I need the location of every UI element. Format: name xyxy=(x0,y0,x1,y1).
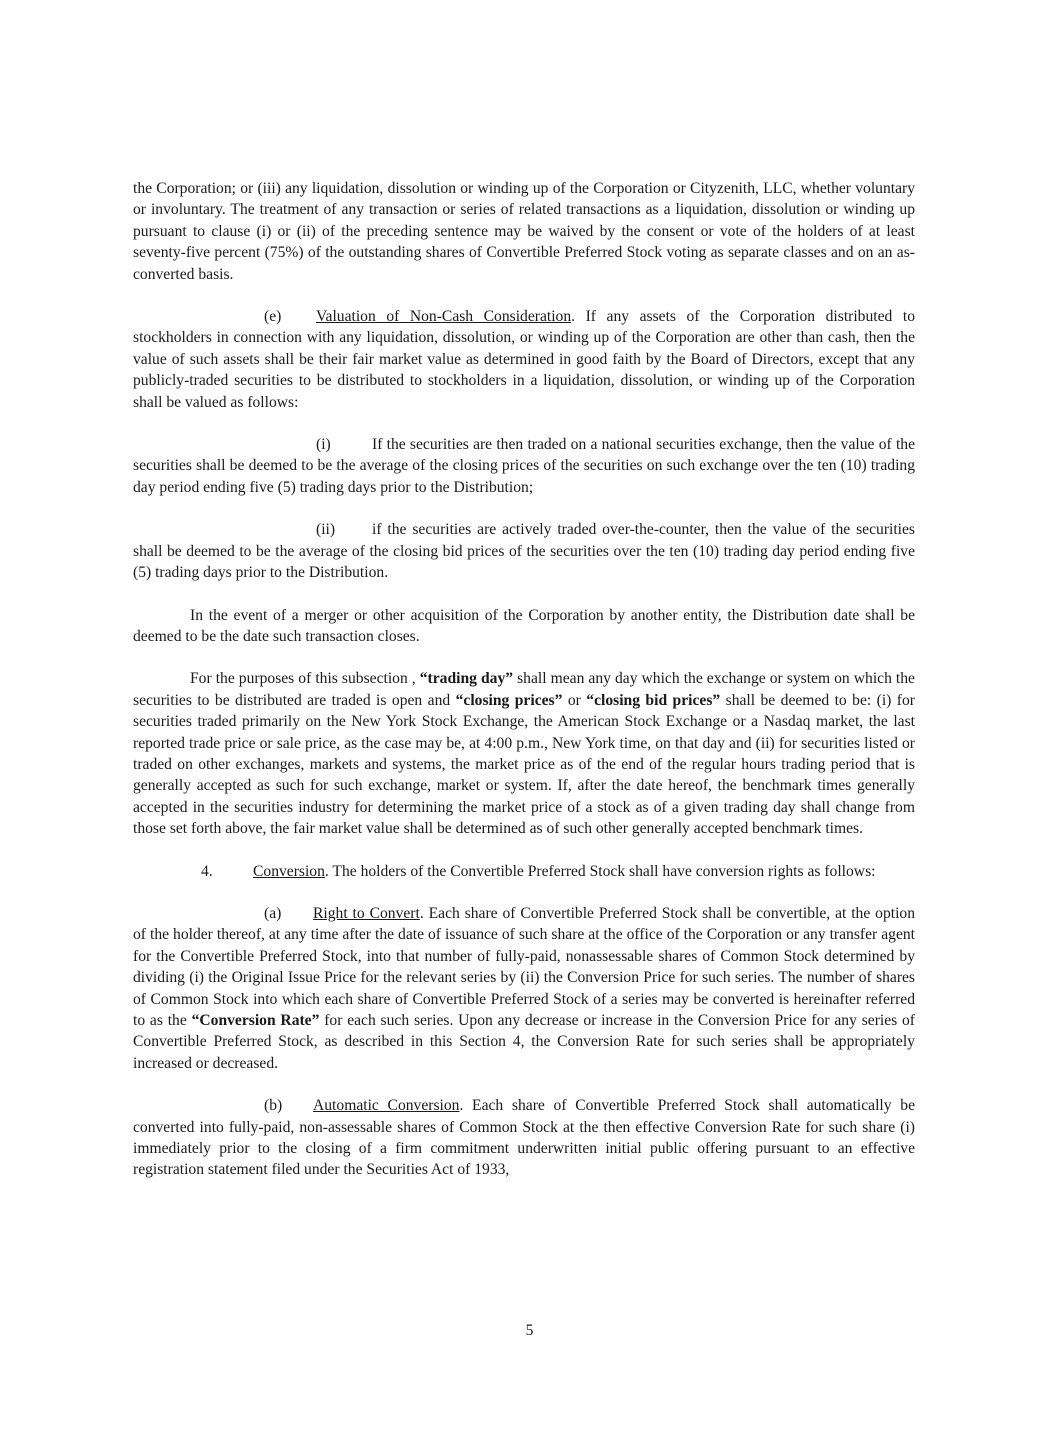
term-closing-prices: “closing prices” xyxy=(455,691,563,709)
section-4-text: . The holders of the Convertible Preferred Stock shall have conversion rights as follows: xyxy=(324,862,876,880)
section-a-text-2: for each such series. Upon any decrease or increase in the Conversion Price for any series of Convertible Preferred Stock, as described in this Section 4, the Conversion Rate for such series shall be appropriately increased or decreased. xyxy=(133,1012,915,1072)
section-ii-text: if the securities are actively traded over-the-counter, then the value of the securities shall be deemed to be the average of the closing bid prices of the securities over the ten (10) trading day period ending five (5) trading days prior to the Distribution. xyxy=(133,521,915,582)
paragraph-section-4-conversion xyxy=(133,861,915,882)
section-e-title: Valuation of Non-Cash Consideration xyxy=(316,308,572,326)
section-i-text: If the securities are then traded on a national securities exchange, then the value of the securities shall be deemed to be the average of the closing prices of the securities on such exchange over the ten (10) trading day period ending five (5) trading days prior to the Distribution; xyxy=(133,436,915,496)
document-page xyxy=(133,178,915,1202)
section-b-text: . Each share of Convertible Preferred Stock shall automatically be converted into fully-paid, non-assessable shares of Common Stock at the then effective Conversion Rate for such share (i) immediately prior to the closing of a firm commitment underwritten initial public offering pursuant to an effective registration statement filed under the Securities Act of 1933, xyxy=(133,1097,915,1179)
paragraph-a-right-to-convert xyxy=(133,903,915,1074)
definitions-text-3: or xyxy=(562,691,587,709)
term-closing-bid-prices: “closing bid prices” xyxy=(586,691,721,709)
section-b-number: (b) xyxy=(264,1097,283,1115)
section-a-number: (a) xyxy=(264,904,282,922)
section-b-title: Automatic Conversion xyxy=(313,1097,460,1115)
section-4-title: Conversion xyxy=(253,862,325,880)
definitions-text-4: shall be deemed to be: (i) for securities traded primarily on the New York Stock Exchange, the American Stock Exchange or a Nasdaq market, the last reported trade price or sale price, as the case may be, at 4:00 p.m., New York time, on that day and (ii) for securities listed or traded on other exchanges, markets and systems, the market price as of the end of the regular hours trading period that is generally accepted as such for such exchange, market or system. If, after the date hereof, the benchmark times generally accepted in the securities industry for determining the market price of a stock as of a given trading day shall change from those set forth above, the fair market value shall be determined as of such other generally accepted benchmark times. xyxy=(133,691,915,838)
section-e-text: . If any assets of the Corporation distributed to stockholders in connection with any liquidation, dissolution, or winding up of the Corporation are other than cash, then the value of such assets shall be their fair market value as determined in good faith by the Board of Directors, except that any publicly-traded securities to be distributed to stockholders in a liquidation, dissolution, or winding up of the Corporation shall be valued as follows: xyxy=(133,308,916,411)
section-ii-number: (ii) xyxy=(316,521,336,539)
paragraph-trading-definitions xyxy=(133,668,915,839)
page-number: 5 xyxy=(525,1322,534,1339)
section-i-number: (i) xyxy=(316,436,331,454)
section-a-title: Right to Convert xyxy=(313,904,420,922)
paragraph-liquidation-continued: the Corporation; or (iii) any liquidation, dissolution or winding up of the Corporation or Cityzenith, LLC, whether voluntary or involuntary. The treatment of any transaction or series of related transactions as a liquidation, dissolution or winding up pursuant to clause (i) or (ii) of the preceding sentence may be waived by the consent or vote of the holders of at least seventy-five percent (75%) of the outstanding shares of Convertible Preferred Stock voting as separate classes and on an as-converted basis. xyxy=(133,180,915,283)
paragraph-ii-over-the-counter xyxy=(133,519,915,583)
definitions-text-1: For the purposes of this subsection , xyxy=(190,670,420,688)
term-trading-day: “trading day” xyxy=(419,670,514,688)
section-a-text-1: . Each share of Convertible Preferred Stock shall be convertible, at the option of the holder thereof, at any time after the date of issuance of such share at the office of the Corporation or any transfer agent for the Convertible Preferred Stock, into that number of fully-paid, nonassessable shares of Common Stock determined by dividing (i) the Original Issue Price for the relevant series by (ii) the Conversion Price for such series. The number of shares of Common Stock into which each share of Convertible Preferred Stock of a series may be converted is hereinafter referred to as the xyxy=(133,904,916,1029)
section-e-number: (e) xyxy=(264,308,282,326)
paragraph-e-valuation xyxy=(133,306,915,413)
paragraph-b-automatic-conversion xyxy=(133,1095,915,1181)
term-conversion-rate: “Conversion Rate” xyxy=(191,1012,320,1029)
paragraph-i-national-exchange xyxy=(133,434,915,498)
paragraph-merger: In the event of a merger or other acquisition of the Corporation by another entity, the Distribution date shall be deemed to be the date such transaction closes. xyxy=(133,606,915,645)
section-4-number: 4. xyxy=(201,862,213,880)
definitions-text-2: shall mean any day which the exchange or system on which the securities to be distributed are traded is open and xyxy=(133,670,915,709)
